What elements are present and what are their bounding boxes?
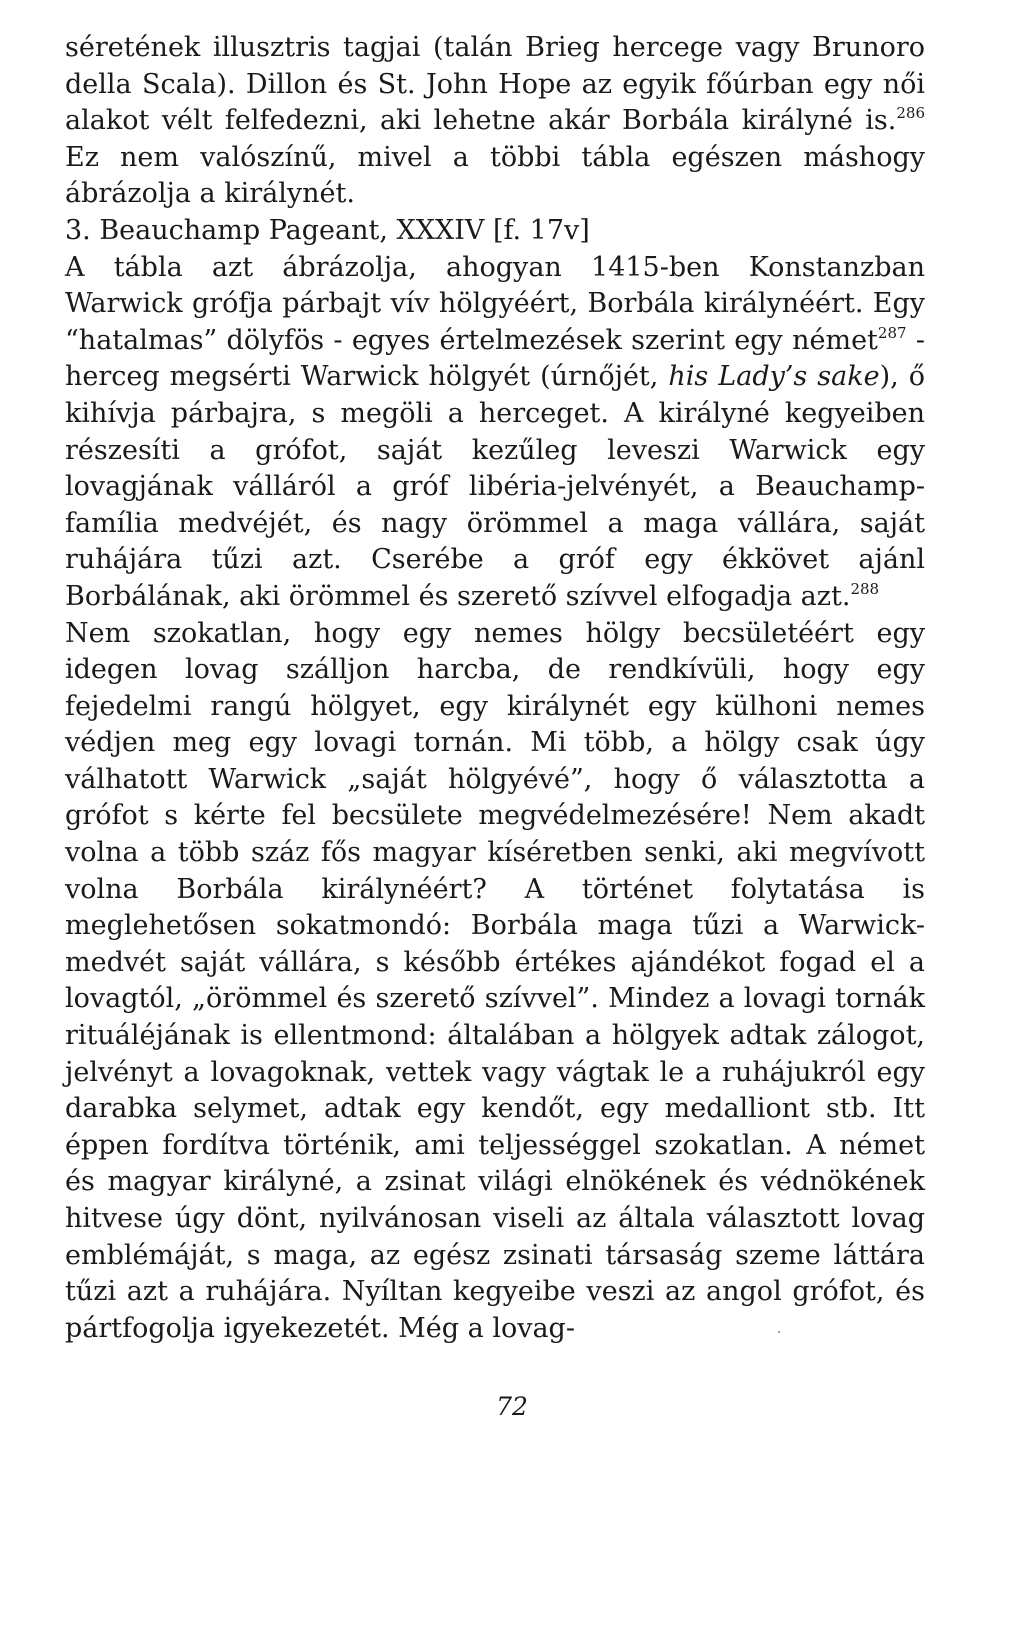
footnote-ref: 286: [896, 104, 925, 123]
page-body: [65, 30, 925, 1347]
footnote-ref: 287: [877, 323, 907, 342]
text-run: Ez nem valószínű, mivel a többi tábla egészen máshogy ábrázolja a királynét.: [65, 141, 925, 210]
paragraph: [65, 250, 925, 616]
text-run: - herceg megsérti Warwick hölgyét (úrnőjét,: [65, 324, 925, 393]
text-run: ), ő kihívja párbajra, s megöli a herceget. A királyné kegyeiben részesíti a grófot, saját kezűleg leveszi Warwick egy lovagjának válláról a gróf libéria-jelvényét, a Beauchamp-família medvéjét, és nagy örömmel a maga vállára, saját ruhájára tűzi azt. Cserébe a gróf egy ékkövet ajánl Borbálának, aki örömmel és szerető szívvel elfogadja azt.: [65, 361, 925, 612]
text-run: séretének illusztris tagjai (talán Brieg hercege vagy Brunoro della Scala). Dillon és St. John Hope az egyik főúrban egy női alakot vélt felfedezni, aki lehetne akár Borbála királyné is.: [65, 32, 925, 137]
speck: [778, 1331, 780, 1333]
paragraph-heading: [65, 213, 925, 250]
text-run: 3. Beauchamp Pageant, XXXIV [f. 17v]: [65, 214, 590, 246]
italic-phrase: his Lady’s sake: [668, 361, 880, 393]
text-run: A tábla azt ábrázolja, ahogyan 1415-ben Konstanzban Warwick grófja párbajt vív hölgyéért, Borbála királynéért. Egy “hatalmas” dölyfös - egyes értelmezések szerint egy német: [65, 251, 925, 356]
page-number: 72: [496, 1392, 528, 1421]
paragraph: [65, 616, 925, 1348]
text-run: Nem szokatlan, hogy egy nemes hölgy becsületéért egy idegen lovag szálljon harcba, de rendkívüli, hogy egy fejedelmi rangú hölgyet, egy királynét egy külhoni nemes védjen meg egy lovagi tornán. Mi több, a hölgy csak úgy válhatott Warwick „saját hölgyévé”, hogy ő választotta a grófot s kérte fel becsülete megvédelmezésére! Nem akadt volna a több száz fős magyar kíséretben senki, aki megvívott volna Borbála királynéért? A történet folytatása is meglehetősen sokatmondó: Borbála maga tűzi a Warwick-medvét saját vállára, s később értékes ajándékot fogad el a lovagtól, „örömmel és szerető szívvel”. Mindez a lovagi tornák rituáléjának is ellentmond: általában a hölgyek adtak zálogot, jelvényt a lovagoknak, vettek vagy vágtak le a ruhájukról egy darabka selymet, adtak egy kendőt, egy medalliont stb. Itt éppen fordítva történik, ami teljességgel szokatlan. A német és magyar királyné, a zsinat világi elnökének és védnökének hitvese úgy dönt, nyilvánosan viseli az általa választott lovag emblémáját, s maga, az egész zsinati társaság szeme láttára tűzi azt a ruhájára. Nyíltan kegyeibe veszi az angol grófot, és pártfogolja igyekezetét. Még a lovag-: [65, 617, 925, 1344]
paragraph: [65, 30, 925, 213]
footnote-ref: 288: [850, 579, 880, 598]
